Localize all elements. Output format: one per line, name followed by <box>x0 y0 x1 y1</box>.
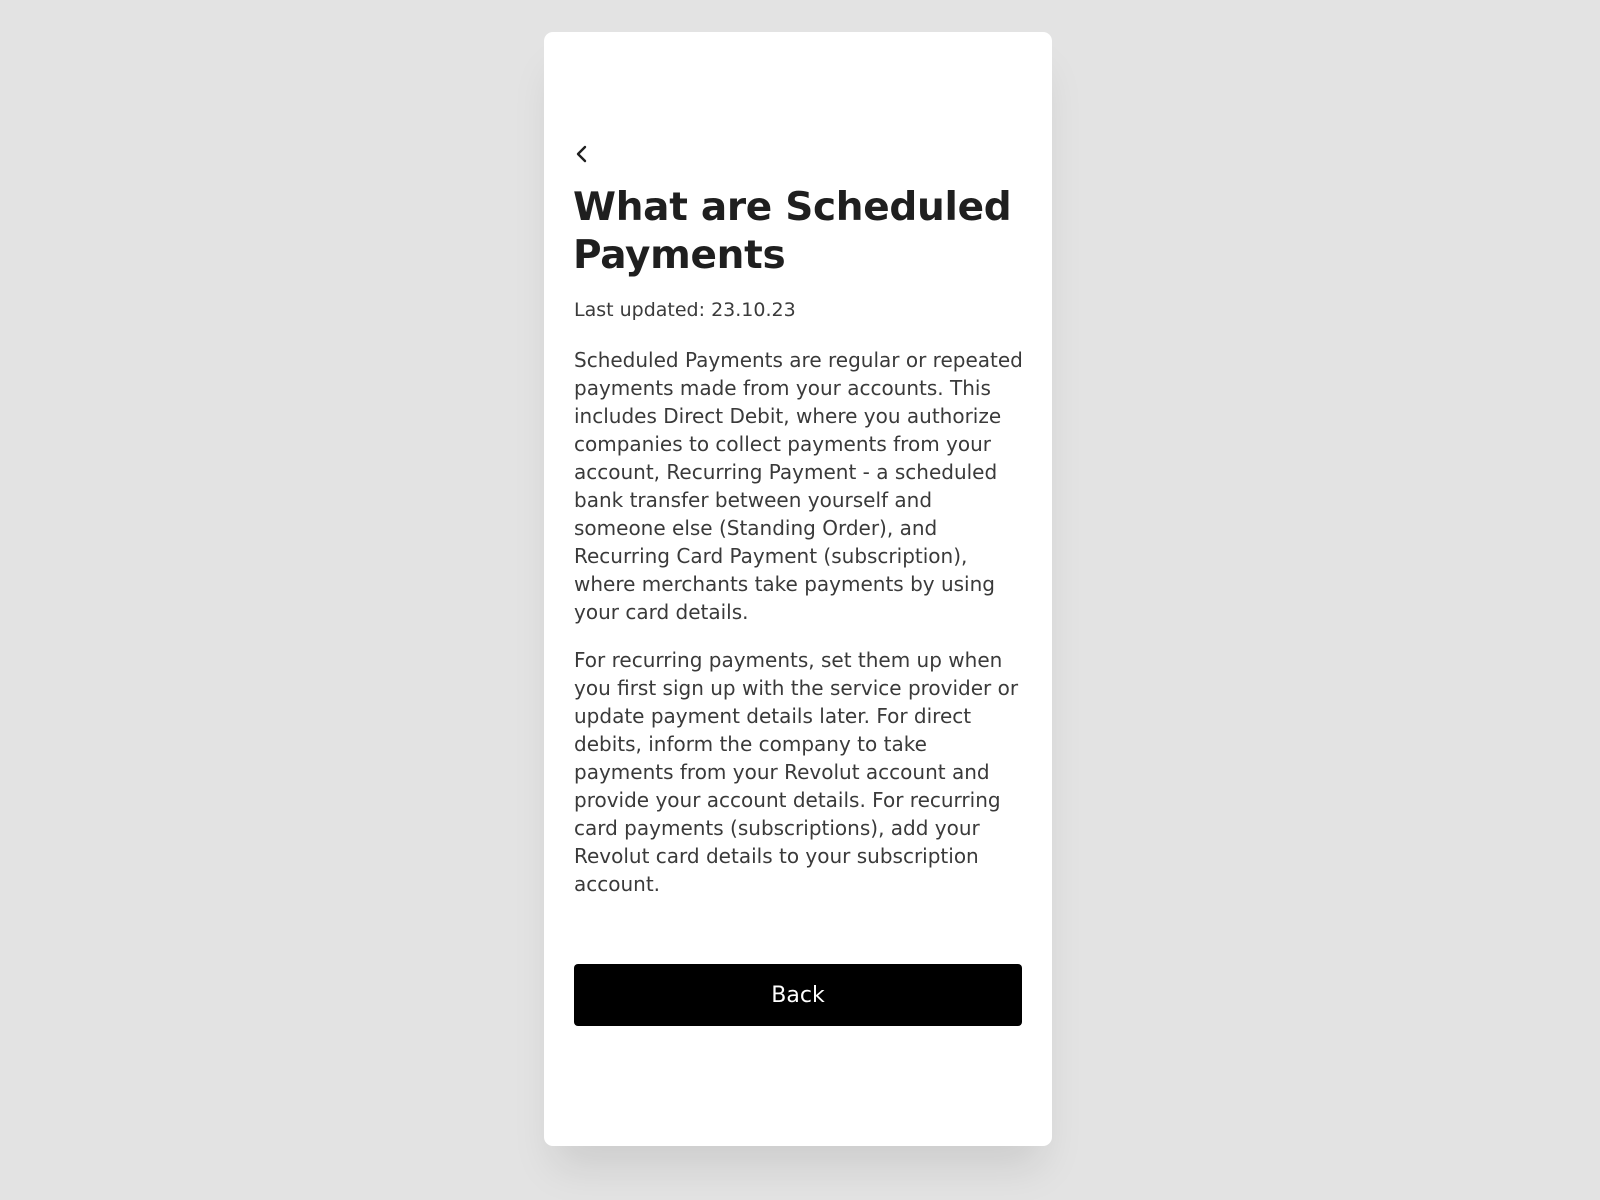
last-updated-text: Last updated: 23.10.23 <box>574 299 796 321</box>
paragraph-intro: Scheduled Payments are regular or repeated payments made from your accounts. This includes Direct Debit, where you authorize companies to collect payments from your account, Recurring Payment - a scheduled bank transfer between yourself and someone else (Standing Order), and Recurring Card Payment (subscription), where merchants take payments by using your card details. <box>574 348 1023 624</box>
chevron-left-svg <box>574 142 590 166</box>
article-card <box>544 32 1052 1146</box>
page-title: What are Scheduled Payments <box>573 185 1012 278</box>
back-button[interactable]: Back <box>574 964 1022 1026</box>
paragraph-setup: For recurring payments, set them up when you first sign up with the service provider or update payment details later. For direct debits, inform the company to take payments from your Revolut account and provide your account details. For recurring card payments (subscriptions), add your Revolut card details to your subscription account. <box>574 648 1019 896</box>
chevron-left-icon[interactable] <box>570 140 594 168</box>
